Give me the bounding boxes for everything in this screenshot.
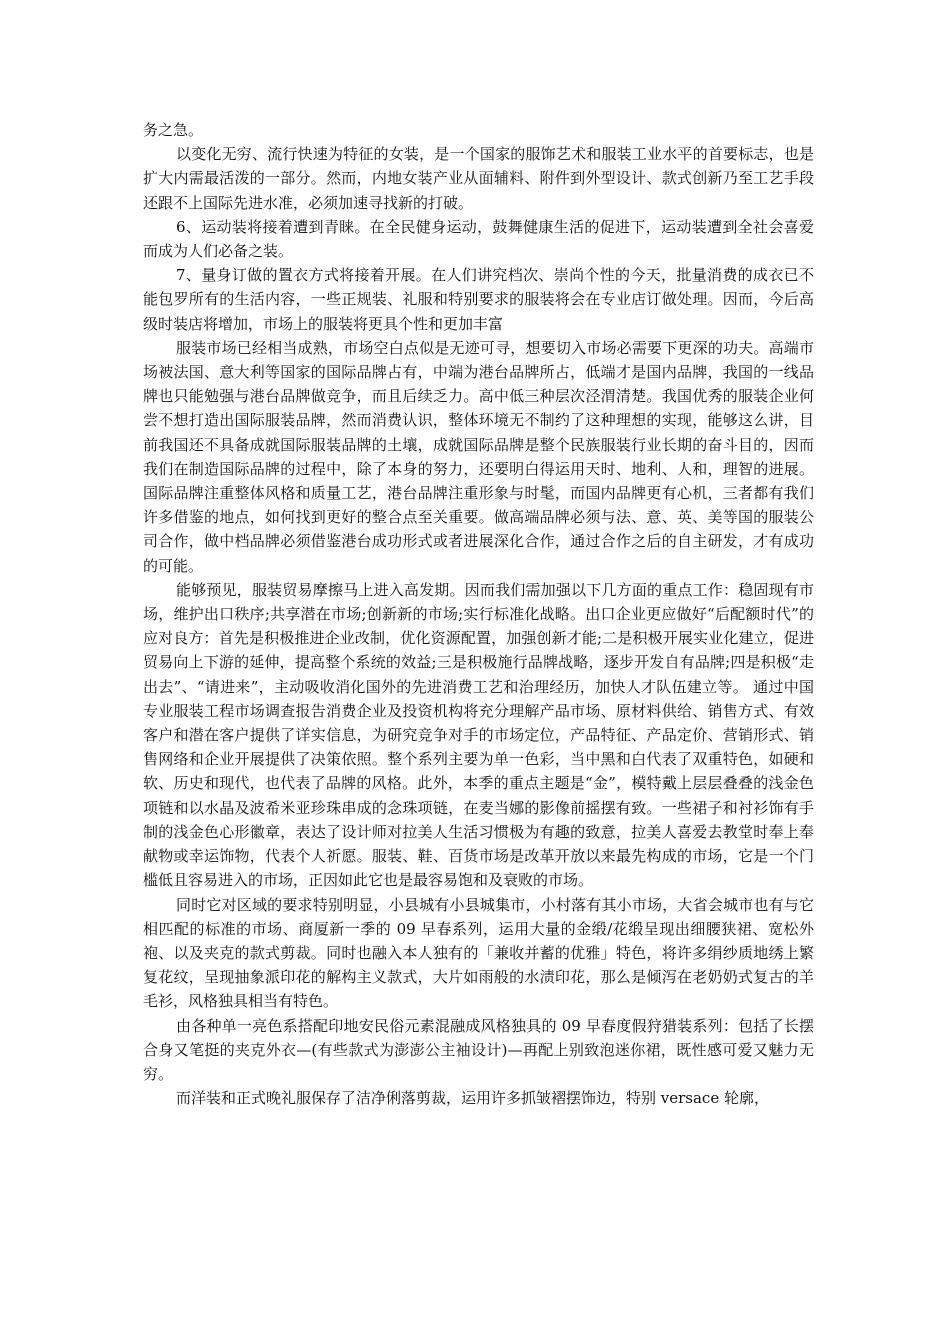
paragraph-safari-series: 由各种单一亮色系搭配印地安民俗元素混融成风格独具的 09 早春度假狩猎装系列：包括了长摆合身又笔挺的夹克外衣—(有些款式为澎澎公主袖设计)—再配上别致泡迷你裙，既性感可爱又魅力无穷。: [143, 1016, 814, 1083]
paragraph-market-maturity: 服装市场已经相当成熟，市场空白点似是无迹可寻，想要切入市场必需要下更深的功夫。高端市场被法国、意大利等国家的国际品牌占有，中端为港台品牌所占，低端才是国内品牌，我国的一线品牌也只能勉强与港台品牌做竞争，而且后续乏力。高中低三种层次泾渭清楚。我国优秀的服装企业何尝不想打造出国际服装品牌，然而消费认识，整体环境无不制约了这种理想的实现，能够这么讲，目前我国还不具备成就国际服装品牌的土壤，成就国际品牌是整个民族服装行业长期的奋斗目的，因而我们在制造国际品牌的过程中，除了本身的努力，还要明白得运用天时、地利、人和，理智的进展。国际品牌注重整体风格和质量工艺，港台品牌注重形象与时髦，而国内品牌更有心机，三者都有我们许多借鉴的地点，如何找到更好的整合点至关重要。做高端品牌必须与法、意、英、美等国的服装公司合作，做中档品牌必须借鉴港台成功形式或者进展深化合作，通过合作之后的自主研发，才有成功的可能。: [143, 338, 814, 575]
paragraph-continuation: 务之急。: [143, 121, 204, 139]
paragraph-regional-markets: 同时它对区域的要求特别明显，小县城有小县城集市，小村落有其小市场，大省会城市也有与它相匹配的标准的市场、商厦新一季的 09 早春系列，运用大量的金缎/花缎呈现出细腰狭裙、宽松外袍、以及夹克的款式剪裁。同时也融入本人独有的「兼收并蓄的优雅」特色，将许多绢纱质地绣上繁复花纹，呈现抽象派印花的解构主义款式，大片如雨般的水渍印花，那么是倾泻在老奶奶式复古的羊毛衫，风格独具相当有特色。: [143, 895, 814, 1011]
paragraph-trade-friction: 能够预见，服装贸易摩擦马上进入高发期。因而我们需加强以下几方面的重点工作：稳固现有市场，维护出口秩序;共享潜在市场;创新新的市场;实行标准化战略。出口企业更应做好“后配额时代”的应对良方：首先是积极推进企业改制，优化资源配置，加强创新才能;二是积极开展实业化建立，促进贸易向上下游的延伸，提高整个系统的效益;三是积极施行品牌战略，逐步开发自有品牌;四是积极“走出去”、“请进来”，主动吸收消化国外的先进消费工艺和治理经历，加快人才队伍建立等。 通过中国专业服装工程市场调查报告消费企业及投资机构将充分理解产品市场、原材料供给、销售方式、有效客户和潜在客户提供了详实信息，为研究竞争对手的市场定位，产品特征、产品定价、营销形式、销售网络和企业开展提供了决策依照。整个系列主要为单一色彩，当中黑和白代表了双重特色，如硬和软、历史和现代，也代表了品牌的风格。此外，本季的重点主题是“金”，模特戴上层层叠叠的浅金色项链和以水晶及波希米亚珍珠串成的念珠项链，在麦当娜的影像前摇摆有致。一些裙子和衬衫饰有手制的浅金色心形徽章，表达了设计师对拉美人生活习惯极为有趣的致意，拉美人喜爱去教堂时奉上奉献物或幸运饰物，代表个人祈愿。服装、鞋、百货市场是改革开放以来最先构成的市场，它是一个门槛低且容易进入的市场，正因如此它也是最容易饱和及衰败的市场。: [143, 580, 814, 890]
paragraph-evening-wear: 而洋装和正式晚礼服保存了洁净俐落剪裁，运用许多抓皱褶摆饰边，特别 versace 轮廓，: [176, 1089, 769, 1108]
document-page: [143, 118, 814, 1110]
paragraph-custom-tailoring: 7、量身订做的置衣方式将接着开展。在人们讲究档次、崇尚个性的今天，批量消费的成衣已不能包罗所有的生活内容，一些正规装、礼服和特别要求的服装将会在专业店订做处理。因而，今后高级时装店将增加，市场上的服装将更具个性和更加丰富: [143, 266, 814, 333]
paragraph-sportswear: 6、运动装将接着遭到青睐。在全民健身运动，鼓舞健康生活的促进下，运动装遭到全社会喜爱而成为人们必备之装。: [143, 217, 814, 261]
paragraph-womens-wear: 以变化无穷、流行快速为特征的女装，是一个国家的服饰艺术和服装工业水平的首要标志，也是扩大内需最活泼的一部分。然而，内地女装产业从面辅料、附件到外型设计、款式创新乃至工艺手段还跟不上国际先进水准，必须加速寻找新的打破。: [143, 145, 814, 212]
